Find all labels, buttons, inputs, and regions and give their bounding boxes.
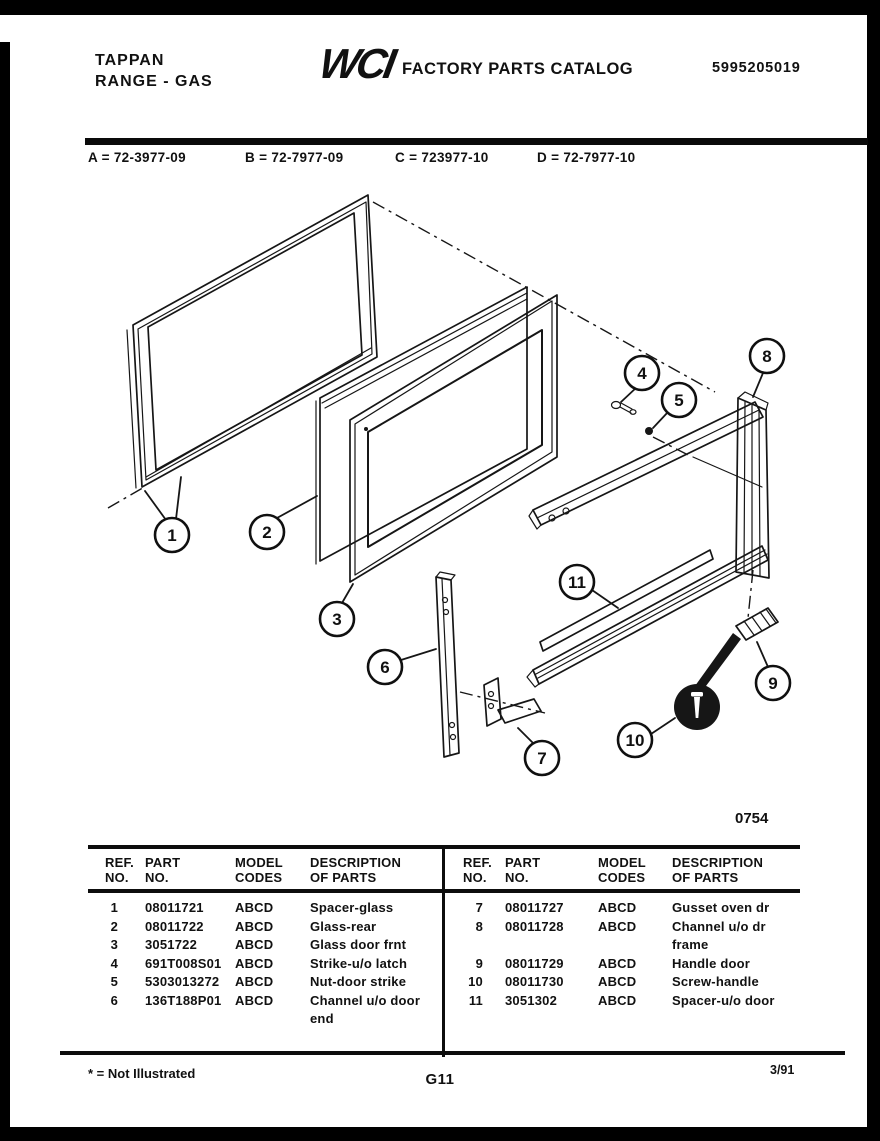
ref-cell: 5	[110, 974, 118, 989]
header-rule	[85, 138, 868, 145]
desc-cell: Handle door	[672, 955, 751, 971]
brand-name: TAPPAN	[95, 52, 165, 69]
table-rows	[88, 899, 442, 1029]
figure-number: 0754	[735, 810, 769, 827]
svg-text:6: 6	[380, 658, 390, 677]
svg-text:4: 4	[637, 364, 647, 383]
callout-6	[368, 650, 402, 684]
callout-5	[662, 383, 696, 417]
part-channel-door-frame	[529, 392, 769, 578]
callout-9	[756, 666, 790, 700]
ref-cell: 2	[110, 918, 118, 934]
not-illustrated-note: * = Not Illustrated	[88, 1066, 196, 1081]
model-cell: ABCD	[235, 955, 274, 971]
model-code-a: A = 72-3977-09	[88, 150, 186, 165]
model-cell: ABCD	[235, 974, 274, 989]
callout-2	[250, 515, 284, 549]
desc-cell: Glass door frnt	[310, 937, 407, 952]
model-cell: ABCD	[598, 918, 637, 934]
desc-cell: Glass-rear	[310, 918, 377, 934]
model-code-b: B = 72-7977-09	[245, 150, 344, 165]
desc-cell: Channel u/o door end	[310, 992, 421, 1026]
part-cell: 08011727	[505, 900, 564, 915]
part-handle-door	[736, 608, 778, 640]
svg-text:3: 3	[332, 610, 342, 629]
ref-cell: 9	[475, 955, 483, 971]
model-cell: ABCD	[598, 974, 637, 989]
svg-text:8: 8	[762, 347, 772, 366]
table-row	[88, 899, 442, 918]
part-nut-door-strike	[645, 427, 653, 435]
parts-table-left	[88, 849, 445, 1057]
wci-logo: WCI	[315, 40, 397, 87]
publication-number: 5995205019	[712, 60, 801, 76]
desc-cell: Spacer-u/o door	[672, 992, 775, 1008]
part-cell: 08011728	[505, 918, 564, 934]
part-cell: 08011730	[505, 974, 564, 989]
page-border-bottom	[0, 1127, 880, 1141]
brand-product-line: RANGE - GAS	[95, 73, 213, 90]
model-cell: ABCD	[235, 918, 274, 934]
model-cell: ABCD	[598, 955, 637, 971]
col-part-header: PART NO.	[505, 855, 541, 885]
model-cell: ABCD	[235, 937, 274, 952]
part-channel-door-end	[436, 572, 459, 757]
ref-cell: 1	[110, 900, 118, 915]
table-row	[88, 992, 442, 1029]
model-code-c: C = 723977-10	[395, 150, 489, 165]
model-cell: ABCD	[235, 992, 274, 1008]
table-header	[88, 849, 442, 893]
assembly-axis-lines	[108, 202, 753, 713]
table-row	[88, 918, 442, 937]
desc-cell: Strike-u/o latch	[310, 955, 408, 971]
part-cell: 08011722	[145, 918, 204, 934]
part-gusset-oven-door	[484, 678, 541, 726]
svg-text:9: 9	[768, 674, 778, 693]
part-cell: 3051302	[505, 992, 558, 1008]
col-model-header: MODEL CODES	[598, 855, 646, 885]
col-model-header: MODEL CODES	[235, 855, 283, 885]
col-part-header: PART NO.	[145, 855, 181, 885]
part-cell: 3051722	[145, 937, 198, 952]
parts-table-right	[445, 849, 800, 1057]
svg-text:10: 10	[625, 731, 645, 750]
part-cell: 5303013272	[145, 974, 220, 989]
desc-cell: Gusset oven dr	[672, 900, 770, 915]
callout-8	[750, 339, 784, 373]
table-row	[445, 992, 800, 1011]
col-desc-header: DESCRIPTION OF PARTS	[672, 855, 764, 885]
callout-10	[618, 723, 652, 757]
ref-cell: 3	[110, 937, 118, 952]
table-row	[445, 973, 800, 992]
callout-4	[625, 356, 659, 390]
ref-cell: 4	[110, 955, 118, 971]
exploded-view-diagram	[0, 180, 880, 840]
callout-11	[560, 565, 594, 599]
ref-cell: 11	[468, 992, 483, 1008]
model-cell: ABCD	[598, 900, 637, 915]
part-strike-latch	[612, 402, 637, 415]
footer-rule	[60, 1051, 845, 1055]
table-row	[88, 973, 442, 992]
part-screw-handle	[674, 633, 741, 730]
svg-text:1: 1	[167, 526, 177, 545]
part-cell: 08011721	[145, 900, 204, 915]
col-ref-header: REF. NO.	[463, 855, 492, 885]
part-spacer-glass	[127, 195, 377, 488]
col-desc-header: DESCRIPTION OF PARTS	[310, 855, 402, 885]
desc-cell: Channel u/o dr frame	[672, 918, 766, 952]
parts-table	[88, 845, 800, 1057]
brand-block	[95, 50, 213, 92]
callout-1	[155, 518, 189, 552]
ref-cell: 8	[475, 918, 483, 934]
desc-cell: Nut-door strike	[310, 974, 407, 989]
table-row	[88, 955, 442, 974]
page-border-top	[0, 0, 880, 15]
callout-7	[525, 741, 559, 775]
catalog-title: FACTORY PARTS CATALOG	[402, 60, 634, 78]
svg-text:5: 5	[674, 391, 684, 410]
ref-cell: 10	[468, 974, 483, 989]
svg-text:2: 2	[262, 523, 272, 542]
part-cell: 691T008S01	[145, 955, 222, 971]
part-spacer-uo-door	[527, 546, 768, 687]
ref-cell: 6	[110, 992, 118, 1008]
desc-cell: Spacer-glass	[310, 900, 394, 915]
table-row	[88, 936, 442, 955]
model-code-d: D = 72-7977-10	[537, 150, 636, 165]
part-glass-rear	[316, 287, 527, 564]
table-rows	[445, 899, 800, 1010]
model-cell: ABCD	[235, 900, 274, 915]
model-cell: ABCD	[598, 992, 637, 1008]
col-ref-header: REF. NO.	[105, 855, 134, 885]
model-codes-line	[0, 150, 880, 170]
part-cell: 136T188P01	[145, 992, 222, 1008]
part-cell: 08011729	[505, 955, 564, 971]
svg-text:7: 7	[537, 749, 547, 768]
page-code: G11	[425, 1071, 455, 1088]
date-code: 3/91	[770, 1063, 795, 1077]
desc-cell: Screw-handle	[672, 974, 759, 989]
table-header	[445, 849, 800, 893]
callout-3	[320, 602, 354, 636]
table-row	[445, 899, 800, 918]
svg-text:11: 11	[568, 573, 586, 592]
ref-cell: 7	[475, 900, 483, 915]
table-row	[445, 918, 800, 955]
table-row	[445, 955, 800, 974]
